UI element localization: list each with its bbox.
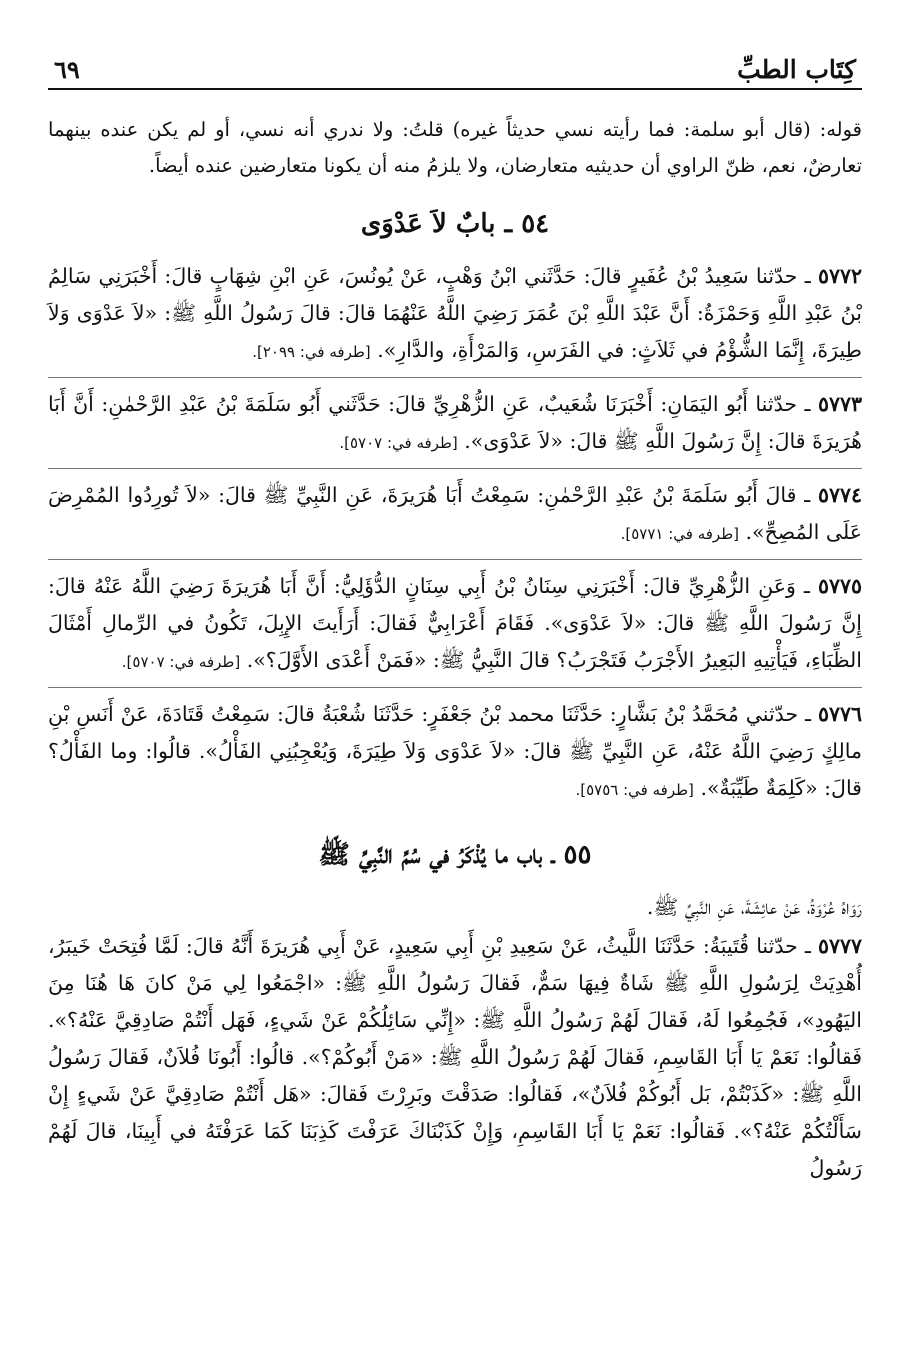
hadith-5775 <box>48 568 862 688</box>
hadith-5777 <box>48 928 862 1193</box>
hadith-text: ـ حدّثنا سَعِيدُ بْنُ عُفَيرٍ قالَ: حَدَّثَني ابْنُ وَهْبٍ، عَنْ يُونُسَ، عَنِ ابْنِ شِهَابٍ قالَ: أَخْبَرَنِي سَالِمُ بْنُ عَبْدِ اللَّهِ وَحَمْزَةُ: أَنَّ عَبْدَ اللَّهِ بْنَ عُمَرَ رَضِيَ اللَّهُ عَنْهُمَا قالَ: قالَ رَسُولُ اللَّهِ ﷺ: «لاَ عَدْوَى وَلاَ طِيرَةَ، إِنَّمَا الشُّؤْمُ في ثَلاَثٍ: في الفَرَسِ، وَالمَرْأَةِ، والدَّارِ». <box>48 264 862 362</box>
page-content <box>48 112 862 1193</box>
hadith-number: ٥٧٧٤ <box>817 483 862 507</box>
commentary-paragraph: قوله: (قال أبو سلمة: فما رأيته نسي حديثاً غيره) قلتُ: ولا ندري أنه نسي، أو لم يكن عنده بينهما تعارضٌ، نعم، ظنّ الراوي أن حديثيه متعارضان، ولا يلزمُ منه أن يكونا متعارضين عنده أيضاً. <box>48 118 862 177</box>
hadith-number: ٥٧٧٧ <box>817 934 862 958</box>
hadith-5772 <box>48 258 862 378</box>
hadith-number: ٥٧٧٥ <box>817 574 862 598</box>
running-title: كِتَاب الطبِّ <box>737 55 856 84</box>
cross-reference: [طرفه في: ٢٠٩٩]. <box>252 343 371 361</box>
hadith-text: ـ حدّثنا قُتَيبَةُ: حَدَّثَنَا اللَّيثُ، عَنْ سَعِيدِ بْنِ أَبِي سَعِيدٍ، عَنْ أَبِي هُرَيرَةَ أَنَّهُ قالَ: لَمَّا فُتِحَتْ خَيبَرُ، أُهْدِيَتْ لِرَسُولِ اللَّهِ ﷺ شَاةٌ فِيهَا سَمٌّ، فَقالَ رَسُولُ اللَّهِ ﷺ: «اجْمَعُوا لِي مَنْ كانَ هَا هُنَا مِنَ اليَهُودِ»، فَجُمِعُوا لَهُ، فَقالَ لَهُمْ رَسُولُ اللَّهِ ﷺ: «إِنِّي سَائِلُكُمْ عَنْ شَيءٍ، فَهَل أَنْتُمْ صَادِقِيَّ عَنْهُ؟». فَقالُوا: نَعَمْ يَا أَبَا القَاسِمِ، فَقالَ لَهُمْ رَسُولُ اللَّهِ ﷺ: «مَنْ أَبُوكُمْ؟». قالُوا: أَبُونَا فُلاَنٌ، فَقالَ رَسُولُ اللَّهِ ﷺ: «كَذَبْتُمْ، بَل أَبُوكُمْ فُلاَنٌ»، فَقالُوا: صَدَقْتَ وبَرِرْتَ فَقالَ: «هَل أَنْتُمْ صَادِقِيَّ عَنْ شَيءٍ إِنْ سَأَلْتُكُمْ عَنْهُ؟». فَقالُوا: نَعَمْ يَا أَبَا القَاسِمِ، وَإِنْ كَذَبْنَاكَ عَرَفْتَ كَذِبَنَا كَمَا عَرَفْتَهُ في أَبِينَا، قالَ لَهُمْ رَسُولُ <box>48 934 862 1180</box>
cross-reference: [طرفه في: ٥٧٧١]. <box>620 525 739 543</box>
section-heading-54: ٥٤ ـ بابٌ لاَ عَدْوَى <box>360 209 550 239</box>
hadith-5773 <box>48 386 862 469</box>
hadith-5776 <box>48 696 862 815</box>
hadith-5774 <box>48 477 862 560</box>
page-number: ٦٩ <box>54 55 80 84</box>
cross-reference: [طرفه في: ٥٧٠٧]. <box>339 434 458 452</box>
hadith-text: ـ قالَ أَبُو سَلَمَةَ بْنُ عَبْدِ الرَّحْمٰنِ: سَمِعْتُ أَبَا هُرَيرَةَ، عَنِ النَّبِيِّ ﷺ قالَ: «لاَ تُورِدُوا المُمْرِضَ عَلَى المُصِحِّ». <box>48 483 862 544</box>
cross-reference: [طرفه في: ٥٧٠٧]. <box>121 653 241 671</box>
running-header <box>48 40 862 90</box>
section-heading-55: ٥٥ ـ باب ما يُذْكَرُ في سُمِّ النَّبِيِّ ﷺ <box>318 840 592 870</box>
hadith-number: ٥٧٧٣ <box>817 392 862 416</box>
hadith-text: ـ حدّثني مُحَمَّدُ بْنُ بَشَّارٍ: حَدَّثَنَا محمد بْنُ جَعْفَرٍ: حَدَّثَنَا شُعْبَةُ قالَ: سَمِعْتُ قَتَادَةَ، عَنْ أَنَسِ بْنِ مالِكٍ رَضِيَ اللَّهُ عَنْهُ، عَنِ النَّبِيِّ ﷺ قالَ: «لاَ عَدْوَى وَلاَ طِيَرَةَ، وَيُعْجِبُنِي الفَأْلُ». قالُوا: وما الفَأْلُ؟ قالَ: «كَلِمَةٌ طَيِّبَةٌ». <box>48 702 862 800</box>
hadith-text: ـ وَعَنِ الزُّهْرِيِّ قالَ: أَخْبَرَنِي سِنَانُ بْنُ أَبِي سِنَانٍ الدُّؤَلِيُّ: أَنَّ أَبَا هُرَيرَةَ رَضِيَ اللَّهُ عَنْهُ قالَ: إِنَّ رَسُولَ اللَّهِ ﷺ قالَ: «لاَ عَدْوَى». فَقَامَ أَعْرَابِيٌّ فَقالَ: أَرَأَيتَ الإِبِلَ، تَكُونُ في الرِّمالِ أَمْثَالَ الظِّبَاءِ، فَيَأْتِيهِ البَعِيرُ الأَجْرَبُ فَتَجْرَبُ؟ قالَ النَّبِيُّ ﷺ: «فَمَنْ أَعْدَى الأَوَّلَ؟». <box>48 574 862 672</box>
cross-reference: [طرفه في: ٥٧٥٦]. <box>575 781 694 799</box>
section-intro: رَوَاهُ عُرْوَةُ، عَنْ عائِشَةَ، عَنِ النَّبِيِّ ﷺ. <box>646 895 862 919</box>
hadith-number: ٥٧٧٦ <box>817 702 862 726</box>
hadith-text: ـ حدّثنا أَبُو اليَمَانِ: أَخْبَرَنَا شُعَيبٌ، عَنِ الزُّهْرِيِّ قالَ: حَدَّثَني أَبُو سَلَمَةَ بْنُ عَبْدِ الرَّحْمٰنِ: أَنَّ أَبَا هُرَيرَةَ قالَ: إِنَّ رَسُولَ اللَّهِ ﷺ قالَ: «لاَ عَدْوَى». <box>48 392 862 453</box>
hadith-number: ٥٧٧٢ <box>817 264 862 288</box>
book-page <box>48 40 862 1356</box>
